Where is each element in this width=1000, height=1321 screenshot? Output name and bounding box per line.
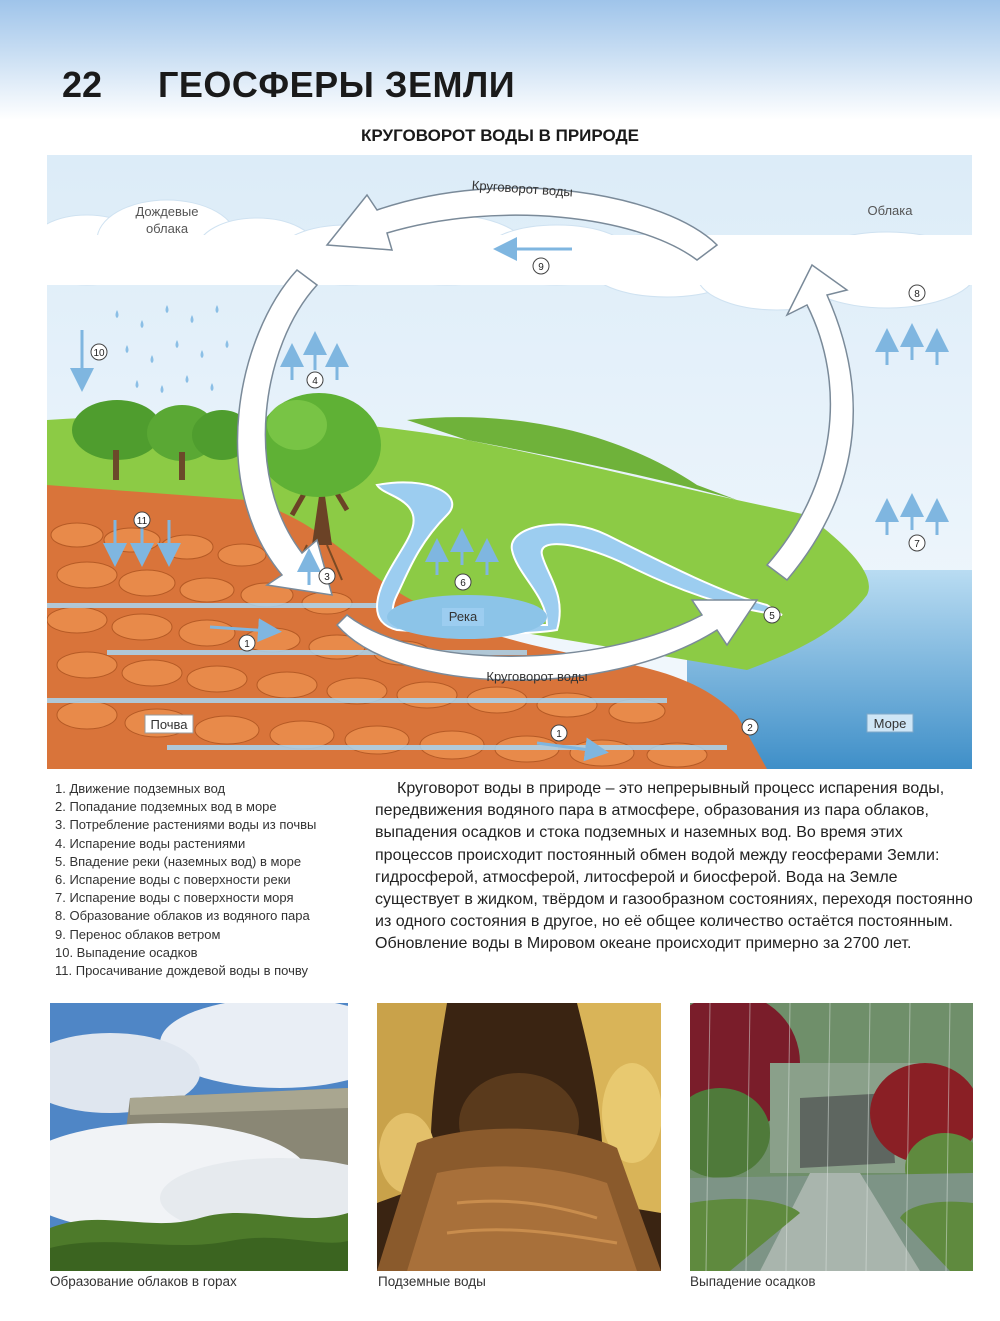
legend-item: 5. Впадение реки (наземных вод) в море [55, 853, 302, 869]
marker-2: 2 [747, 723, 753, 734]
photo-groundwater-cave [377, 1003, 661, 1271]
marker-7: 7 [914, 539, 920, 550]
legend-item: 1. Движение подземных вод [55, 781, 226, 796]
photo-clouds-in-mountains [50, 1003, 348, 1271]
marker-4: 4 [312, 376, 318, 387]
label-rain-clouds-1: Дождевые [135, 204, 199, 219]
legend-item: 7. Испарение воды с поверхности моря [55, 890, 294, 906]
legend-item: 3. Потребление растениями воды из почвы [55, 817, 317, 833]
label-river: Река [448, 609, 478, 624]
legend-item: 11. Просачивание дождевой воды в почву [55, 963, 308, 979]
page-title: ГЕОСФЕРЫ ЗЕМЛИ [158, 64, 516, 105]
description-text: Круговорот воды в природе – это непрерывный процесс испарения воды, передвижения водяного пара в атмосфере, образования из пара облаков, выпадения осадков и стока подземных и наземных вод. Во время этих процессов происходит постоянный обмен водой между геосферами Земли: гидросферой, атмосферой, литосферой и биосферой. Вода на Земле существует в жидком, твёрдом и газообразном состояниях, переходя постоянно из одного состояния в другое, но её общее количество остаётся постоянным. Обновление воды в Мировом океане происходит примерно за 2700 лет. [375, 780, 973, 953]
legend-item: 9. Перенос облаков ветром [55, 926, 221, 942]
diagram-title: КРУГОВОРОТ ВОДЫ В ПРИРОДЕ [361, 126, 639, 145]
legend-item: 10. Выпадение осадков [55, 944, 198, 960]
marker-9: 9 [538, 262, 544, 273]
marker-1b: 1 [556, 729, 562, 740]
label-clouds: Облака [867, 203, 913, 218]
marker-8: 8 [914, 289, 920, 300]
legend-item: 2. Попадание подземных вод в море [55, 799, 277, 815]
marker-1a: 1 [244, 639, 250, 650]
cycle-label-bottom: Круговорот воды [486, 669, 588, 684]
marker-6: 6 [460, 578, 466, 589]
page-number: 22 [62, 64, 103, 105]
label-rain-clouds-2: облака [145, 221, 189, 236]
cycle-label-top: Круговорот воды [471, 177, 574, 200]
caption-photo-2: Подземные воды [378, 1274, 486, 1289]
marker-11: 11 [136, 516, 148, 527]
caption-photo-1: Образование облаков в горах [50, 1274, 237, 1289]
water-cycle-diagram [47, 155, 972, 769]
caption-photo-3: Выпадение осадков [690, 1274, 816, 1289]
label-soil: Почва [150, 717, 188, 732]
legend-item: 6. Испарение воды с поверхности реки [55, 872, 291, 888]
legend-item: 8. Образование облаков из водяного пара [55, 908, 310, 924]
marker-3: 3 [324, 572, 330, 583]
photo-precipitation [690, 1003, 973, 1271]
label-sea: Море [873, 716, 907, 731]
marker-5: 5 [769, 611, 775, 622]
legend-list [55, 780, 375, 980]
marker-10: 10 [93, 348, 105, 359]
legend-item: 4. Испарение воды растениями [55, 835, 246, 851]
